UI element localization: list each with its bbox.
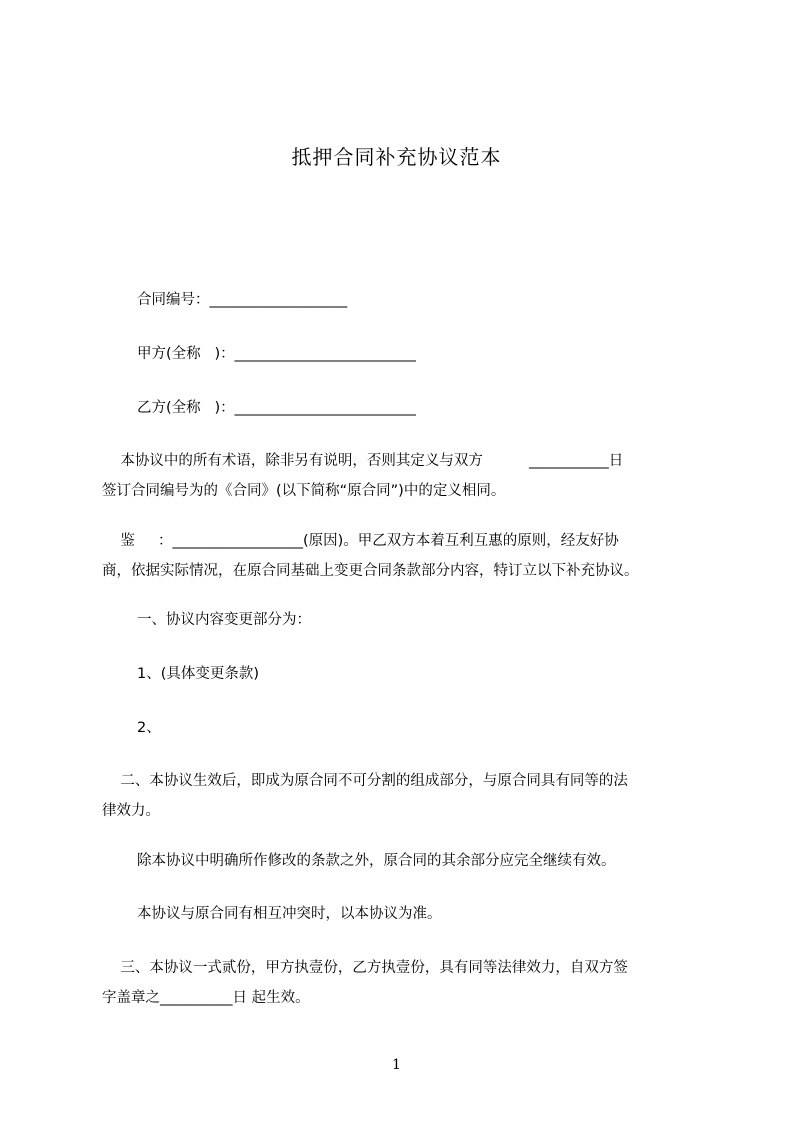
conflict-clause: 本协议与原合同有相互冲突时，以本协议为准。 — [137, 906, 442, 922]
party-b-line: 乙方(全称 )：_________________________ — [137, 400, 416, 416]
change-item-1: 1、(具体变更条款) — [137, 666, 260, 682]
section-three-row: 三、本协议一式贰份，甲方执壹份，乙方执壹份，具有同等法律效力，自双方签 — [102, 960, 628, 976]
section-two-row: 二、本协议生效后，即成为原合同不可分割的组成部分，与原合同具有同等的法 — [102, 773, 628, 789]
terms-paragraph-row: 签订合同编号为的《合同》(以下简称“原合同”)中的定义相同。 — [102, 483, 506, 499]
section-three-paragraph — [102, 953, 700, 1013]
reason-paragraph — [102, 526, 700, 586]
terms-paragraph-row: 本协议中的所有术语，除非另有说明，否则其定义与双方 ___________日 — [102, 453, 624, 469]
remainder-clause: 除本协议中明确所作修改的条款之外，原合同的其余部分应完全继续有效。 — [137, 853, 616, 869]
reason-paragraph-row: 鉴 ：__________________(原因)。甲乙双方本着互利互惠的原则，经友好协 — [102, 533, 619, 549]
terms-paragraph — [102, 446, 700, 506]
section-two-row: 律效力。 — [102, 803, 160, 819]
section-one-heading: 一、协议内容变更部分为： — [137, 612, 311, 628]
party-a-line: 甲方(全称 )：_________________________ — [137, 346, 416, 362]
page-number: 1 — [392, 1057, 401, 1073]
section-three-row: 字盖章之__________日 起生效。 — [102, 990, 310, 1006]
contract-number-line: 合同编号：___________________ — [137, 292, 348, 308]
section-two-paragraph — [102, 766, 700, 826]
change-item-2: 2、 — [137, 720, 161, 736]
reason-paragraph-row: 商，依据实际情况，在原合同基础上变更合同条款部分内容，特订立以下补充协议。 — [102, 563, 639, 579]
document-title: 抵押合同补充协议范本 — [291, 145, 502, 169]
